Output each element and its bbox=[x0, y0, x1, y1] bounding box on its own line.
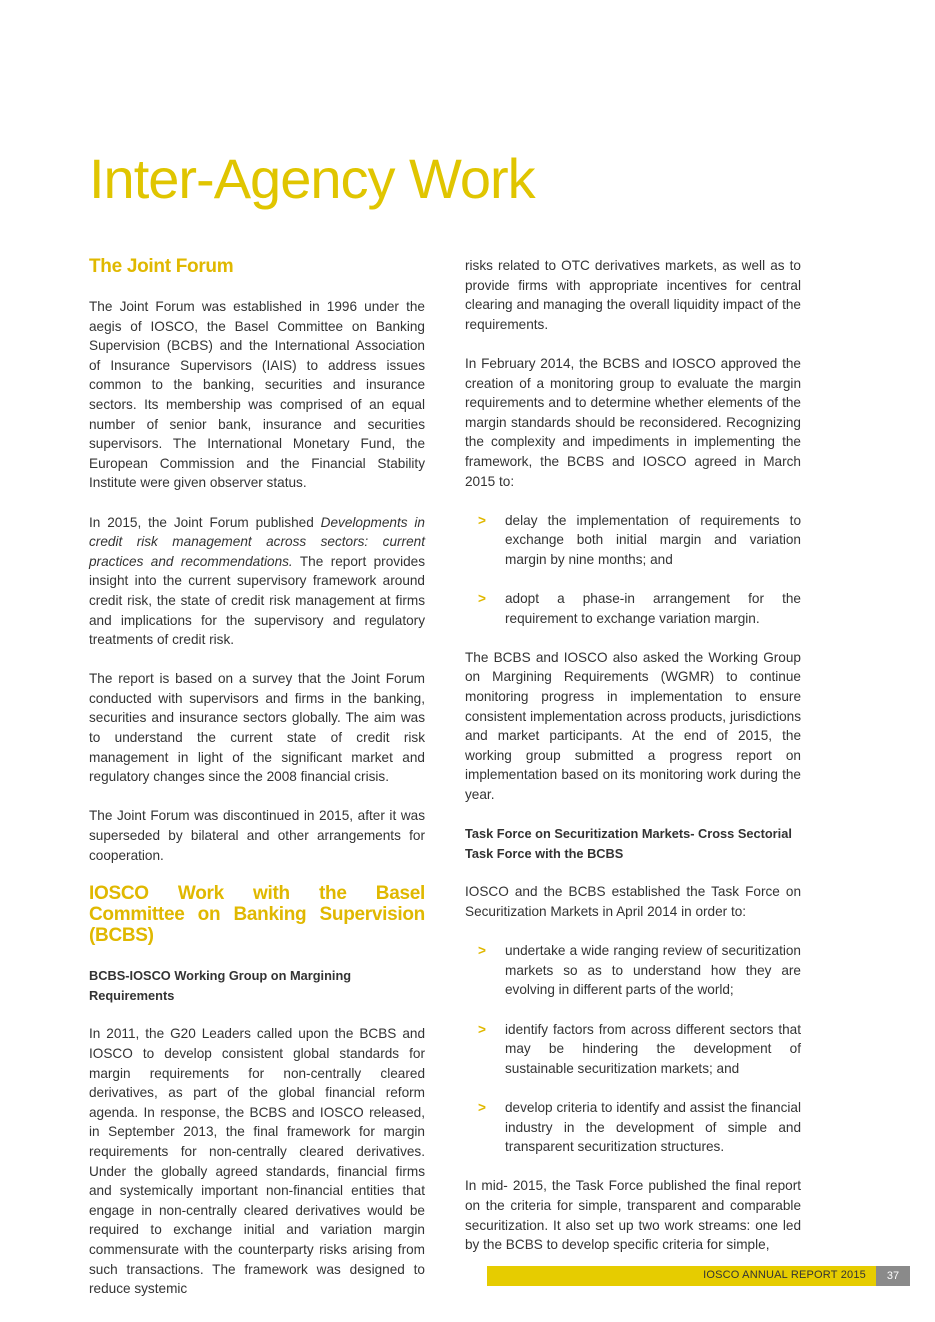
joint-forum-paragraph-4: The Joint Forum was discontinued in 2015, after it was superseded by bilateral and other arrangements for cooperation. bbox=[89, 808, 425, 863]
paragraph-2-text-start: In 2015, the Joint Forum published bbox=[89, 514, 321, 530]
footer-report-name: IOSCO ANNUAL REPORT 2015 bbox=[703, 1269, 866, 1281]
page-number: 37 bbox=[876, 1266, 910, 1286]
list-item bbox=[465, 511, 801, 570]
list-item bbox=[465, 941, 801, 1000]
right-paragraph-2: In February 2014, the BCBS and IOSCO approved the creation of a monitoring group to evaluate the margin requirements and to determine whether elements of the margin standards should be reconsidered. Recognizing the complexity and impediments in implementing the framework, the BCBS and IOSCO agreed in March 2015 to: bbox=[465, 355, 801, 489]
joint-forum-paragraph-1: The Joint Forum was established in 1996 under the aegis of IOSCO, the Basel Committee on Banking Supervision (BCBS) and the International Association of Insurance Supervisors (IAIS) to address issues common to the banking, securities and insurance sectors. Its membership was comprised of an equal number of senior bank, insurance and securities supervisors. The International Monetary Fund, the European Commission and the Financial Stability Institute were given observer status. bbox=[89, 299, 425, 491]
list-item bbox=[465, 1098, 801, 1157]
wgmr-subheading: BCBS-IOSCO Working Group on Margining Requirements bbox=[89, 968, 352, 1003]
bullet-list-2 bbox=[465, 941, 801, 1157]
report-title-italic: Developments in credit risk management across sectors: current practices and recommendations. bbox=[89, 514, 425, 569]
list-item-text: undertake a wide ranging review of securitization markets so as to understand how they are evolving in different parts of the world; bbox=[505, 943, 801, 998]
bullet-arrow-icon: > bbox=[478, 943, 486, 959]
bullet-arrow-icon: > bbox=[478, 512, 486, 528]
right-paragraph-1: risks related to OTC derivatives markets, as well as to provide firms with appropriate incentives for central clearing and managing the overall liquidity impact of the requirements. bbox=[465, 258, 801, 332]
bullet-arrow-icon: > bbox=[478, 591, 486, 607]
list-item-text: develop criteria to identify and assist the financial industry in the development of simple and transparent securitization structures. bbox=[505, 1099, 801, 1155]
wgmr-paragraph: In 2011, the G20 Leaders called upon the BCBS and IOSCO to develop consistent global standards for margin requirements for non-centrally cleared derivatives, as part of the global financial reform agenda. In response, the BCBS and IOSCO released, in September 2013, the final framework for margin requirements for non-centrally cleared derivatives. Under the globally agreed standards, financial firms and systemically important non-financial entities that engage in non-centrally cleared derivatives would be required to exchange initial and variation margin commensurate with the counterparty risks arising from such transactions. The framework was designed to reduce systemic bbox=[89, 1026, 425, 1297]
list-item bbox=[465, 589, 801, 628]
bcbs-heading: IOSCO Work with the Basel Committee on Banking Supervision (BCBS) bbox=[89, 883, 425, 947]
bullet-arrow-icon: > bbox=[478, 1099, 486, 1115]
joint-forum-paragraph-3: The report is based on a survey that the Joint Forum conducted with supervisors and firms in the banking, securities and insurance sectors globally. The aim was to understand the current state of credit risk management in light of the significant market and regulatory changes since the 2008 financial crisis. bbox=[89, 671, 425, 785]
list-item-text: identify factors from across different sectors that may be hindering the development of sustainable securitization markets; and bbox=[505, 1021, 801, 1076]
joint-forum-paragraph-2 bbox=[89, 513, 425, 650]
right-paragraph-4: IOSCO and the BCBS established the Task Force on Securitization Markets in April 2014 in order to: bbox=[465, 884, 801, 919]
list-item-text: adopt a phase-in arrangement for the requirement to exchange variation margin. bbox=[505, 591, 801, 626]
list-item-text: delay the implementation of requirements to exchange both initial margin and variation margin by nine months; and bbox=[505, 512, 801, 567]
right-paragraph-3: The BCBS and IOSCO also asked the Working Group on Margining Requirements (WGMR) to continue monitoring progress in implementation to ensure consistent implementation across products, jurisdictions and market participants. At the end of 2015, the working group submitted a progress report on implementation based on its monitoring work during the year. bbox=[465, 649, 801, 803]
footer-bar bbox=[487, 1266, 876, 1286]
bullet-arrow-icon: > bbox=[478, 1021, 486, 1037]
taskforce-subheading: Task Force on Securitization Markets- Cross Sectorial Task Force with the BCBS bbox=[465, 826, 792, 861]
paragraph-2-text-end: The report provides insight into the current supervisory framework around credit risk, the state of credit risk management at firms and implications for the supervisory and regulatory treatments of credit risk. bbox=[89, 553, 426, 648]
list-item bbox=[465, 1020, 801, 1079]
right-paragraph-5: In mid- 2015, the Task Force published the final report on the criteria for simple, transparent and comparable securitization. It also set up two work streams: one led by the BCBS to develop specific criteria for simple, bbox=[465, 1178, 801, 1253]
left-column bbox=[89, 256, 425, 1318]
page-title: Inter-Agency Work bbox=[89, 147, 535, 210]
right-column bbox=[465, 256, 801, 1274]
bullet-list-1 bbox=[465, 511, 801, 629]
joint-forum-heading: The Joint Forum bbox=[89, 256, 234, 277]
